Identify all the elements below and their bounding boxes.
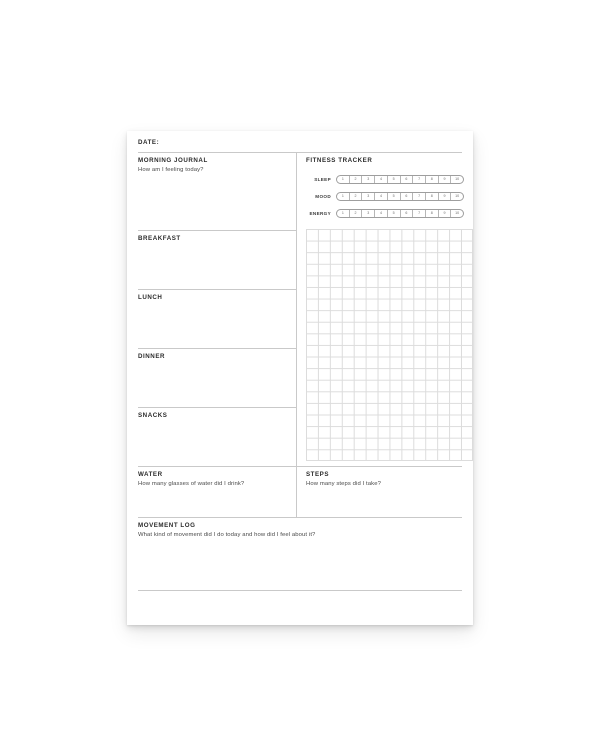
movement-log-title: MOVEMENT LOG (138, 522, 196, 529)
rating-option[interactable]: 6 (401, 176, 414, 183)
rating-option[interactable]: 7 (413, 176, 426, 183)
rating-option[interactable]: 8 (426, 193, 439, 200)
left-column (138, 153, 296, 466)
steps-prompt: How many steps did I take? (306, 481, 381, 488)
scale-label-sleep: SLEEP (314, 176, 331, 182)
morning-journal-prompt: How am I feeling today? (138, 167, 204, 174)
rating-option[interactable]: 4 (375, 210, 388, 217)
rating-option[interactable]: 5 (388, 176, 401, 183)
rating-option[interactable]: 6 (401, 193, 414, 200)
section-breakfast[interactable] (138, 231, 296, 289)
rating-option[interactable]: 7 (413, 193, 426, 200)
graph-paper-grid[interactable] (306, 229, 473, 461)
scale-label-energy: ENERGY (309, 210, 331, 216)
rating-option[interactable]: 8 (426, 210, 439, 217)
breakfast-title: BREAKFAST (138, 235, 181, 242)
rating-option[interactable]: 9 (439, 176, 452, 183)
divider-page-bottom (138, 590, 462, 591)
planner-page (127, 131, 473, 625)
rating-option[interactable]: 4 (375, 176, 388, 183)
section-dinner[interactable] (138, 349, 296, 407)
planner-page-content (138, 139, 462, 615)
rating-scale-sleep[interactable] (336, 175, 464, 184)
rating-scale-mood[interactable] (336, 192, 464, 201)
rating-option[interactable]: 2 (350, 193, 363, 200)
steps-title: STEPS (306, 471, 330, 478)
section-snacks[interactable] (138, 408, 296, 466)
section-water[interactable] (138, 467, 296, 517)
rating-option[interactable]: 5 (388, 210, 401, 217)
rating-option[interactable]: 8 (426, 176, 439, 183)
water-title: WATER (138, 471, 163, 478)
rating-option[interactable]: 3 (362, 210, 375, 217)
rating-scale-energy[interactable] (336, 209, 464, 218)
rating-option[interactable]: 6 (401, 210, 414, 217)
rating-scales (306, 171, 473, 221)
main-columns (138, 153, 462, 466)
rating-option[interactable]: 2 (350, 210, 363, 217)
rating-option[interactable]: 9 (439, 210, 452, 217)
rating-option[interactable]: 5 (388, 193, 401, 200)
date-label: DATE: (138, 139, 160, 146)
section-fitness-tracker (306, 153, 473, 229)
rating-option[interactable]: 2 (350, 176, 363, 183)
scale-label-mood: MOOD (315, 193, 331, 199)
rating-option[interactable]: 3 (362, 193, 375, 200)
rating-option[interactable]: 1 (337, 210, 350, 217)
dinner-title: DINNER (138, 353, 166, 360)
section-steps[interactable] (296, 467, 462, 517)
fitness-tracker-title: FITNESS TRACKER (306, 157, 373, 164)
section-movement-log[interactable] (138, 518, 462, 590)
rating-option[interactable]: 3 (362, 176, 375, 183)
right-column (296, 153, 473, 466)
date-row[interactable] (138, 139, 462, 152)
snacks-title: SNACKS (138, 412, 168, 419)
rating-option[interactable]: 10 (455, 211, 460, 216)
rating-option[interactable]: 10 (455, 177, 460, 182)
notes-grid-wrapper (306, 229, 473, 461)
rating-option[interactable]: 10 (455, 194, 460, 199)
morning-journal-title: MORNING JOURNAL (138, 157, 208, 164)
lunch-title: LUNCH (138, 294, 163, 301)
water-steps-row (138, 467, 462, 517)
scale-row-energy (306, 205, 473, 221)
scale-row-mood (306, 188, 473, 204)
section-lunch[interactable] (138, 290, 296, 348)
scale-row-sleep (306, 171, 473, 187)
rating-option[interactable]: 7 (413, 210, 426, 217)
rating-option[interactable]: 1 (337, 193, 350, 200)
rating-option[interactable]: 9 (439, 193, 452, 200)
movement-log-prompt: What kind of movement did I do today and how did I feel about it? (138, 532, 316, 539)
water-prompt: How many glasses of water did I drink? (138, 481, 245, 488)
rating-option[interactable]: 1 (337, 176, 350, 183)
section-morning-journal[interactable] (138, 153, 296, 230)
rating-option[interactable]: 4 (375, 193, 388, 200)
